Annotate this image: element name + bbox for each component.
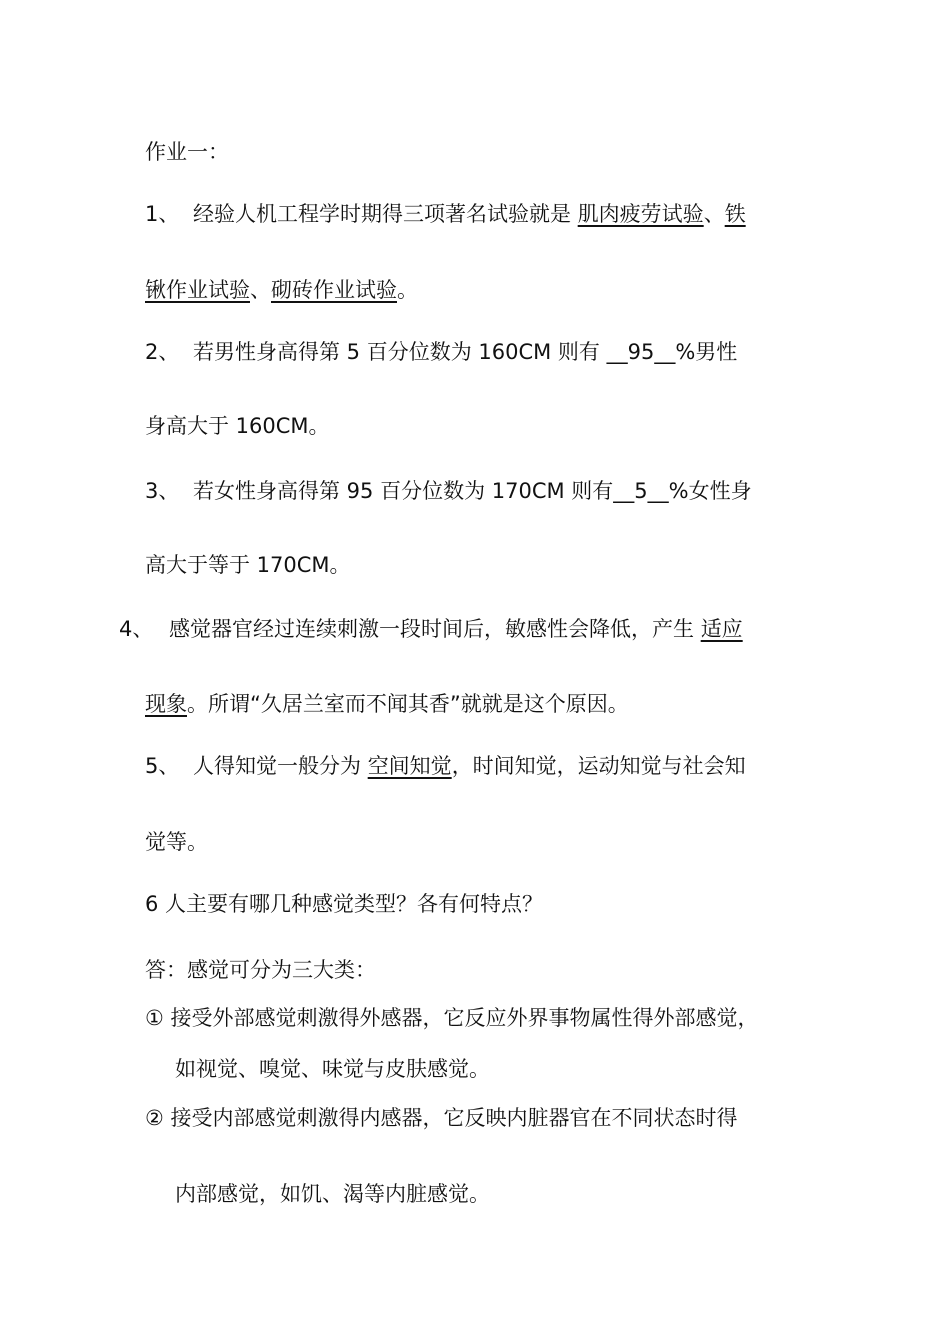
question-4-line-2	[145, 690, 629, 718]
question-text: 人得知觉一般分为	[193, 754, 368, 778]
question-6: 6 人主要有哪几种感觉类型？各有何特点？	[145, 892, 544, 916]
answer-bricklaying: 砌砖作业试验	[271, 278, 397, 302]
question-3-line-2: 高大于等于 170CM。	[145, 553, 351, 577]
answer-muscle-fatigue: 肌肉疲劳试验	[577, 202, 704, 226]
question-3-line-1	[145, 477, 752, 505]
answer-blank: __95__	[606, 340, 676, 364]
answer-shovel-part2: 锹作业试验	[145, 278, 250, 302]
period: 。	[397, 278, 418, 302]
question-2-line-1	[145, 338, 737, 366]
answer-shovel-part1: 铁	[724, 202, 746, 226]
question-text: 感觉器官经过连续刺激一段时间后，敏感性会降低，产生	[169, 617, 701, 641]
answer-intro: 答：感觉可分为三大类：	[145, 958, 376, 982]
answer-spatial-perception: 空间知觉	[367, 754, 452, 778]
question-5-line-1	[145, 752, 746, 780]
heading: 作业一：	[145, 140, 229, 164]
question-text-rest: ，时间知觉，运动知觉与社会知	[451, 754, 746, 778]
answer-item-2-line-2: 内部感觉，如饥、渴等内脏感觉。	[175, 1182, 490, 1206]
question-text-after: %女性身	[668, 479, 752, 503]
question-2-line-2: 身高大于 160CM。	[145, 414, 330, 438]
answer-item-2-line-1: ② 接受内部感觉刺激得内感器，它反映内脏器官在不同状态时得	[145, 1106, 738, 1130]
separator: 、	[250, 278, 271, 302]
question-text: 若女性身高得第 95 百分位数为 170CM 则有	[193, 479, 614, 503]
answer-blank: __5__	[613, 479, 669, 503]
answer-adaptation-part2: 现象	[145, 692, 187, 716]
question-number: 5、	[145, 754, 180, 778]
question-text-after: %男性	[675, 340, 738, 364]
question-number: 3、	[145, 479, 180, 503]
question-1-line-2	[145, 276, 418, 304]
question-number: 4、	[119, 617, 154, 641]
question-number: 1、	[145, 202, 180, 226]
question-text: 经验人机工程学时期得三项著名试验就是	[193, 202, 578, 226]
question-1-line-1	[145, 200, 746, 228]
question-4-line-1	[119, 615, 743, 643]
answer-item-1-line-1: ① 接受外部感觉刺激得外感器，它反应外界事物属性得外部感觉，	[145, 1006, 759, 1030]
question-5-line-2: 觉等。	[145, 830, 208, 854]
question-text: 若男性身高得第 5 百分位数为 160CM 则有	[193, 340, 607, 364]
separator: 、	[703, 202, 725, 226]
answer-adaptation-part1: 适应	[700, 617, 743, 641]
question-number: 2、	[145, 340, 180, 364]
answer-item-1-line-2: 如视觉、嗅觉、味觉与皮肤感觉。	[175, 1057, 490, 1081]
question-text-rest: 。所谓“久居兰室而不闻其香”就就是这个原因。	[187, 692, 629, 716]
